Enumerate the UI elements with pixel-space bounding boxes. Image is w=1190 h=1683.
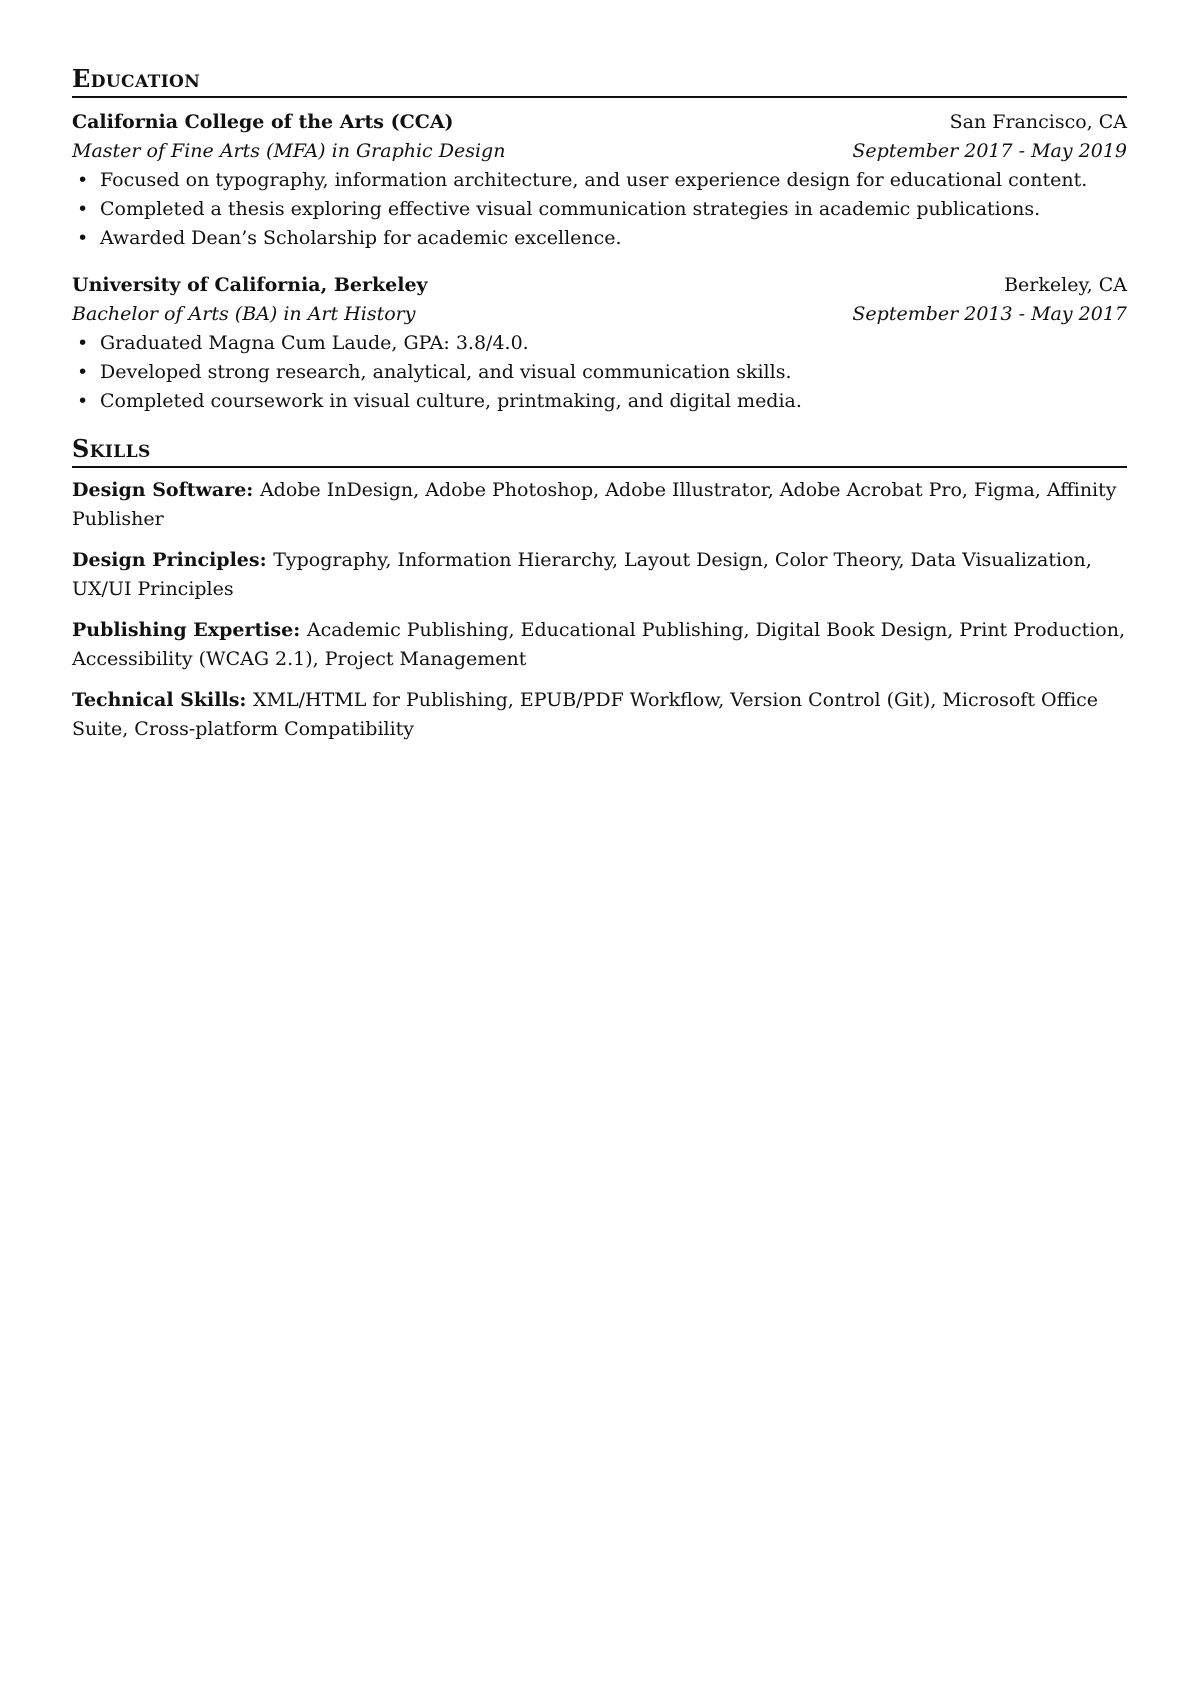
list-item — [72, 387, 1127, 416]
bullet-icon: • — [77, 361, 89, 383]
skills-heading: Skills — [72, 434, 1127, 468]
list-item — [72, 358, 1127, 387]
bullet-text: Completed a thesis exploring effective visual communication strategies in academic publications. — [100, 198, 1041, 220]
education-entry-berkeley — [72, 271, 1127, 416]
skill-row-technical-skills — [72, 686, 1127, 744]
school-name: California College of the Arts (CCA) — [72, 111, 454, 133]
bullet-text: Graduated Magna Cum Laude, GPA: 3.8/4.0. — [100, 332, 529, 354]
skill-label: Publishing Expertise: — [72, 619, 307, 641]
education-section — [72, 64, 1127, 416]
education-entry-subheader — [72, 137, 1127, 166]
skill-value: Typography, Information Hierarchy, Layout Design, Color Theory, Data Visualization, UX/UI Principles — [72, 549, 1092, 600]
bullet-text: Awarded Dean’s Scholarship for academic excellence. — [100, 227, 622, 249]
degree-dates: September 2013 - May 2017 — [852, 303, 1127, 325]
skill-label: Technical Skills: — [72, 689, 254, 711]
degree-name: Master of Fine Arts (MFA) in Graphic Design — [72, 140, 506, 162]
bullet-icon: • — [77, 332, 89, 354]
skill-value: XML/HTML for Publishing, EPUB/PDF Workflow, Version Control (Git), Microsoft Office Suite, Cross-platform Compatibility — [72, 689, 1099, 740]
education-entry-header — [72, 108, 1127, 137]
education-entry-header — [72, 271, 1127, 300]
bullet-icon: • — [77, 169, 89, 191]
skill-value: Academic Publishing, Educational Publishing, Digital Book Design, Print Production, Accessibility (WCAG 2.1), Project Management — [72, 619, 1126, 670]
education-bullet-list — [72, 329, 1127, 416]
skill-row-design-software — [72, 476, 1127, 534]
bullet-icon: • — [77, 227, 89, 249]
skill-value: Adobe InDesign, Adobe Photoshop, Adobe Illustrator, Adobe Acrobat Pro, Figma, Affinity Publisher — [72, 479, 1117, 530]
education-bullet-list — [72, 166, 1127, 253]
education-heading: Education — [72, 64, 1127, 98]
list-item — [72, 224, 1127, 253]
list-item — [72, 195, 1127, 224]
bullet-text: Developed strong research, analytical, and visual communication skills. — [100, 361, 792, 383]
list-item — [72, 329, 1127, 358]
school-location: San Francisco, CA — [949, 111, 1127, 133]
resume-page — [72, 64, 1127, 758]
bullet-icon: • — [77, 198, 89, 220]
bullet-icon: • — [77, 390, 89, 412]
bullet-text: Completed coursework in visual culture, printmaking, and digital media. — [100, 390, 802, 412]
degree-name: Bachelor of Arts (BA) in Art History — [72, 303, 416, 325]
skill-label: Design Principles: — [72, 549, 274, 571]
education-entry-cca — [72, 108, 1127, 253]
bullet-text: Focused on typography, information architecture, and user experience design for educational content. — [100, 169, 1088, 191]
skills-section — [72, 434, 1127, 744]
list-item — [72, 166, 1127, 195]
school-location: Berkeley, CA — [1004, 274, 1127, 296]
skill-row-design-principles — [72, 546, 1127, 604]
skill-label: Design Software: — [72, 479, 260, 501]
degree-dates: September 2017 - May 2019 — [852, 140, 1127, 162]
education-entry-subheader — [72, 300, 1127, 329]
skill-row-publishing-expertise — [72, 616, 1127, 674]
school-name: University of California, Berkeley — [72, 274, 428, 296]
